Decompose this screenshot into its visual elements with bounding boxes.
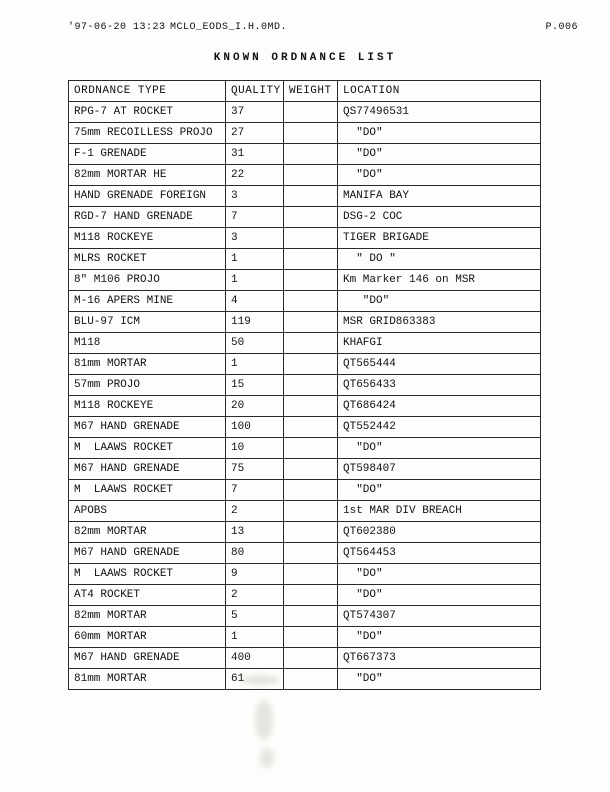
table-row bbox=[69, 564, 541, 585]
cell-location: " DO " bbox=[338, 249, 541, 270]
cell-ordnance-type: APOBS bbox=[69, 501, 226, 522]
cell-quality: 2 bbox=[226, 585, 284, 606]
cell-quality: 1 bbox=[226, 249, 284, 270]
cell-ordnance-type: 82mm MORTAR HE bbox=[69, 165, 226, 186]
cell-quality: 9 bbox=[226, 564, 284, 585]
table-row bbox=[69, 396, 541, 417]
cell-ordnance-type: 81mm MORTAR bbox=[69, 669, 226, 690]
fax-page-number: P.006 bbox=[545, 22, 578, 33]
cell-quality: 4 bbox=[226, 291, 284, 312]
cell-location: QT598407 bbox=[338, 459, 541, 480]
cell-ordnance-type: M67 HAND GRENADE bbox=[69, 648, 226, 669]
cell-location: QT574307 bbox=[338, 606, 541, 627]
cell-quality: 15 bbox=[226, 375, 284, 396]
cell-location: "DO" bbox=[338, 669, 541, 690]
table-row bbox=[69, 228, 541, 249]
cell-ordnance-type: 60mm MORTAR bbox=[69, 627, 226, 648]
table-row bbox=[69, 354, 541, 375]
table-row bbox=[69, 165, 541, 186]
cell-quality: 10 bbox=[226, 438, 284, 459]
cell-ordnance-type: M67 HAND GRENADE bbox=[69, 417, 226, 438]
cell-quality: 1 bbox=[226, 627, 284, 648]
cell-weight bbox=[284, 270, 338, 291]
cell-weight bbox=[284, 249, 338, 270]
cell-quality: 3 bbox=[226, 186, 284, 207]
table-row bbox=[69, 669, 541, 690]
cell-weight bbox=[284, 375, 338, 396]
cell-ordnance-type: M118 bbox=[69, 333, 226, 354]
cell-ordnance-type: 81mm MORTAR bbox=[69, 354, 226, 375]
table-row bbox=[69, 207, 541, 228]
table-row bbox=[69, 123, 541, 144]
table-row bbox=[69, 627, 541, 648]
table-row bbox=[69, 291, 541, 312]
cell-quality: 20 bbox=[226, 396, 284, 417]
cell-ordnance-type: 57mm PROJO bbox=[69, 375, 226, 396]
cell-ordnance-type: F-1 GRENADE bbox=[69, 144, 226, 165]
cell-location: QT667373 bbox=[338, 648, 541, 669]
ordnance-table bbox=[68, 80, 541, 690]
cell-location: Km Marker 146 on MSR bbox=[338, 270, 541, 291]
table-row bbox=[69, 522, 541, 543]
cell-ordnance-type: 82mm MORTAR bbox=[69, 522, 226, 543]
cell-ordnance-type: MLRS ROCKET bbox=[69, 249, 226, 270]
cell-weight bbox=[284, 312, 338, 333]
cell-quality: 61 bbox=[226, 669, 284, 690]
cell-quality: 5 bbox=[226, 606, 284, 627]
cell-quality: 1 bbox=[226, 354, 284, 375]
table-row bbox=[69, 270, 541, 291]
cell-quality: 13 bbox=[226, 522, 284, 543]
cell-quality: 2 bbox=[226, 501, 284, 522]
table-row bbox=[69, 375, 541, 396]
cell-ordnance-type: HAND GRENADE FOREIGN bbox=[69, 186, 226, 207]
cell-weight bbox=[284, 144, 338, 165]
cell-weight bbox=[284, 354, 338, 375]
cell-location: MSR GRID863383 bbox=[338, 312, 541, 333]
page-title: KNOWN ORDNANCE LIST bbox=[213, 52, 397, 64]
fax-header bbox=[0, 22, 610, 38]
cell-quality: 100 bbox=[226, 417, 284, 438]
cell-location: 1st MAR DIV BREACH bbox=[338, 501, 541, 522]
cell-ordnance-type: AT4 ROCKET bbox=[69, 585, 226, 606]
cell-ordnance-type: M-16 APERS MINE bbox=[69, 291, 226, 312]
table-row bbox=[69, 102, 541, 123]
cell-quality: 80 bbox=[226, 543, 284, 564]
cell-quality: 119 bbox=[226, 312, 284, 333]
table-row bbox=[69, 543, 541, 564]
cell-location: QT602380 bbox=[338, 522, 541, 543]
cell-ordnance-type: M67 HAND GRENADE bbox=[69, 459, 226, 480]
cell-ordnance-type: 8" M106 PROJO bbox=[69, 270, 226, 291]
cell-weight bbox=[284, 102, 338, 123]
cell-quality: 37 bbox=[226, 102, 284, 123]
column-header-ordnance-type: ORDNANCE TYPE bbox=[69, 81, 226, 102]
cell-ordnance-type: M LAAWS ROCKET bbox=[69, 564, 226, 585]
table-row bbox=[69, 501, 541, 522]
cell-weight bbox=[284, 564, 338, 585]
cell-location: "DO" bbox=[338, 564, 541, 585]
table-row bbox=[69, 417, 541, 438]
cell-location: QT552442 bbox=[338, 417, 541, 438]
table-row bbox=[69, 648, 541, 669]
table-row bbox=[69, 312, 541, 333]
cell-location: DSG-2 COC bbox=[338, 207, 541, 228]
cell-ordnance-type: 82mm MORTAR bbox=[69, 606, 226, 627]
cell-weight bbox=[284, 333, 338, 354]
cell-location: "DO" bbox=[338, 291, 541, 312]
cell-weight bbox=[284, 669, 338, 690]
cell-weight bbox=[284, 543, 338, 564]
cell-quality: 400 bbox=[226, 648, 284, 669]
cell-ordnance-type: RPG-7 AT ROCKET bbox=[69, 102, 226, 123]
table-row bbox=[69, 249, 541, 270]
cell-weight bbox=[284, 585, 338, 606]
cell-location: "DO" bbox=[338, 123, 541, 144]
cell-weight bbox=[284, 648, 338, 669]
column-header-quality: QUALITY bbox=[226, 81, 284, 102]
table-row bbox=[69, 585, 541, 606]
cell-ordnance-type: M118 ROCKEYE bbox=[69, 228, 226, 249]
table-row bbox=[69, 144, 541, 165]
cell-quality: 7 bbox=[226, 480, 284, 501]
cell-quality: 27 bbox=[226, 123, 284, 144]
cell-location: TIGER BRIGADE bbox=[338, 228, 541, 249]
column-header-weight: WEIGHT bbox=[284, 81, 338, 102]
cell-ordnance-type: M67 HAND GRENADE bbox=[69, 543, 226, 564]
cell-quality: 1 bbox=[226, 270, 284, 291]
cell-quality: 7 bbox=[226, 207, 284, 228]
cell-ordnance-type: M118 ROCKEYE bbox=[69, 396, 226, 417]
table-row bbox=[69, 186, 541, 207]
cell-location: QS77496531 bbox=[338, 102, 541, 123]
cell-ordnance-type: 75mm RECOILLESS PROJO bbox=[69, 123, 226, 144]
table-row bbox=[69, 333, 541, 354]
table-body bbox=[69, 102, 541, 690]
cell-location: "DO" bbox=[338, 144, 541, 165]
cell-ordnance-type: M LAAWS ROCKET bbox=[69, 438, 226, 459]
cell-quality: 50 bbox=[226, 333, 284, 354]
cell-weight bbox=[284, 459, 338, 480]
column-header-location: LOCATION bbox=[338, 81, 541, 102]
cell-weight bbox=[284, 417, 338, 438]
cell-ordnance-type: RGD-7 HAND GRENADE bbox=[69, 207, 226, 228]
cell-location: MANIFA BAY bbox=[338, 186, 541, 207]
cell-location: QT656433 bbox=[338, 375, 541, 396]
cell-location: "DO" bbox=[338, 480, 541, 501]
cell-location: "DO" bbox=[338, 585, 541, 606]
fax-sender-id: MCLO_EODS_I.H.0MD. bbox=[170, 22, 288, 33]
cell-location: "DO" bbox=[338, 438, 541, 459]
cell-quality: 3 bbox=[226, 228, 284, 249]
cell-location: QT564453 bbox=[338, 543, 541, 564]
cell-weight bbox=[284, 480, 338, 501]
cell-quality: 31 bbox=[226, 144, 284, 165]
cell-weight bbox=[284, 396, 338, 417]
fax-timestamp: '97-06-20 13:23 bbox=[68, 22, 166, 33]
cell-weight bbox=[284, 165, 338, 186]
cell-location: "DO" bbox=[338, 165, 541, 186]
cell-weight bbox=[284, 606, 338, 627]
cell-quality: 75 bbox=[226, 459, 284, 480]
table-header-row bbox=[69, 81, 541, 102]
cell-location: KHAFGI bbox=[338, 333, 541, 354]
table-row bbox=[69, 438, 541, 459]
cell-weight bbox=[284, 207, 338, 228]
cell-weight bbox=[284, 186, 338, 207]
cell-weight bbox=[284, 627, 338, 648]
cell-quality: 22 bbox=[226, 165, 284, 186]
table-header bbox=[69, 81, 541, 102]
cell-weight bbox=[284, 228, 338, 249]
cell-weight bbox=[284, 522, 338, 543]
cell-location: QT686424 bbox=[338, 396, 541, 417]
cell-weight bbox=[284, 291, 338, 312]
cell-location: QT565444 bbox=[338, 354, 541, 375]
cell-ordnance-type: BLU-97 ICM bbox=[69, 312, 226, 333]
cell-location: "DO" bbox=[338, 627, 541, 648]
table-row bbox=[69, 606, 541, 627]
table-row bbox=[69, 480, 541, 501]
cell-weight bbox=[284, 501, 338, 522]
cell-weight bbox=[284, 123, 338, 144]
table-row bbox=[69, 459, 541, 480]
cell-weight bbox=[284, 438, 338, 459]
cell-ordnance-type: M LAAWS ROCKET bbox=[69, 480, 226, 501]
